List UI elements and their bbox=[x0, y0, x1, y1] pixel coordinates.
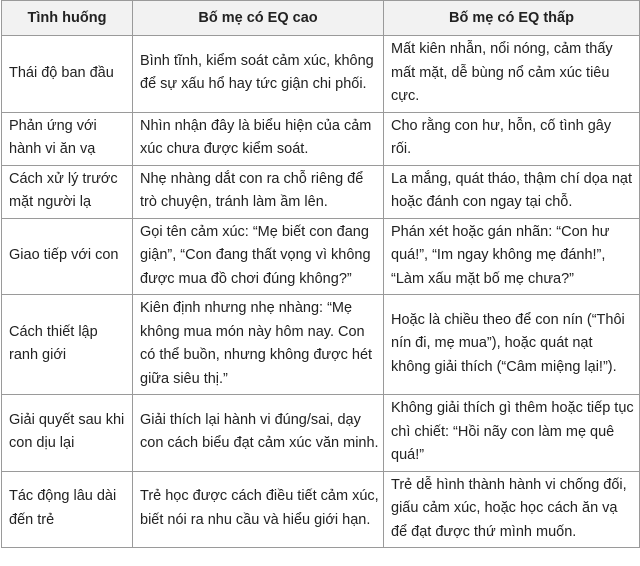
cell-situation: Tác động lâu dài đến trẻ bbox=[2, 471, 133, 548]
table-row bbox=[2, 471, 640, 548]
table-header bbox=[2, 1, 640, 36]
table-row bbox=[2, 218, 640, 295]
cell-situation: Thái độ ban đầu bbox=[2, 36, 133, 113]
table-row bbox=[2, 295, 640, 395]
cell-high-eq: Gọi tên cảm xúc: “Mẹ biết con đang giận”, “Con đang thất vọng vì không được mua đồ chơi đúng không?” bbox=[133, 218, 384, 295]
cell-high-eq: Trẻ học được cách điều tiết cảm xúc, biết nói ra nhu cầu và hiểu giới hạn. bbox=[133, 471, 384, 548]
cell-low-eq: Không giải thích gì thêm hoặc tiếp tục chì chiết: “Hồi nãy con làm mẹ quê quá!” bbox=[384, 395, 640, 472]
header-situation: Tình huống bbox=[2, 1, 133, 36]
cell-high-eq: Kiên định nhưng nhẹ nhàng: “Mẹ không mua món này hôm nay. Con có thể buồn, nhưng không được hét giữa siêu thị.” bbox=[133, 295, 384, 395]
table-row bbox=[2, 36, 640, 113]
header-row bbox=[2, 1, 640, 36]
comparison-table bbox=[1, 0, 640, 548]
table-row bbox=[2, 165, 640, 218]
cell-situation: Giao tiếp với con bbox=[2, 218, 133, 295]
cell-high-eq: Giải thích lại hành vi đúng/sai, dạy con cách biểu đạt cảm xúc văn minh. bbox=[133, 395, 384, 472]
header-high-eq: Bố mẹ có EQ cao bbox=[133, 1, 384, 36]
cell-low-eq: Mất kiên nhẫn, nổi nóng, cảm thấy mất mặt, dễ bùng nổ cảm xúc tiêu cực. bbox=[384, 36, 640, 113]
cell-low-eq: Hoặc là chiều theo để con nín (“Thôi nín đi, mẹ mua”), hoặc quát nạt không giải thích (“Câm miệng lại!”). bbox=[384, 295, 640, 395]
cell-high-eq: Nhìn nhận đây là biểu hiện của cảm xúc chưa được kiểm soát. bbox=[133, 112, 384, 165]
cell-situation: Cách xử lý trước mặt người lạ bbox=[2, 165, 133, 218]
cell-situation: Phản ứng với hành vi ăn vạ bbox=[2, 112, 133, 165]
table-body bbox=[2, 36, 640, 548]
cell-low-eq: La mắng, quát tháo, thậm chí dọa nạt hoặc đánh con ngay tại chỗ. bbox=[384, 165, 640, 218]
cell-situation: Cách thiết lập ranh giới bbox=[2, 295, 133, 395]
cell-high-eq: Bình tĩnh, kiểm soát cảm xúc, không để sự xấu hổ hay tức giận chi phối. bbox=[133, 36, 384, 113]
cell-low-eq: Trẻ dễ hình thành hành vi chống đối, giấu cảm xúc, hoặc học cách ăn vạ để đạt được thứ mình muốn. bbox=[384, 471, 640, 548]
cell-low-eq: Cho rằng con hư, hỗn, cố tình gây rối. bbox=[384, 112, 640, 165]
table-row bbox=[2, 395, 640, 472]
cell-low-eq: Phán xét hoặc gán nhãn: “Con hư quá!”, “Im ngay không mẹ đánh!”, “Làm xấu mặt bố mẹ chưa?” bbox=[384, 218, 640, 295]
cell-high-eq: Nhẹ nhàng dắt con ra chỗ riêng để trò chuyện, tránh làm ầm lên. bbox=[133, 165, 384, 218]
header-low-eq: Bố mẹ có EQ thấp bbox=[384, 1, 640, 36]
cell-situation: Giải quyết sau khi con dịu lại bbox=[2, 395, 133, 472]
table-row bbox=[2, 112, 640, 165]
